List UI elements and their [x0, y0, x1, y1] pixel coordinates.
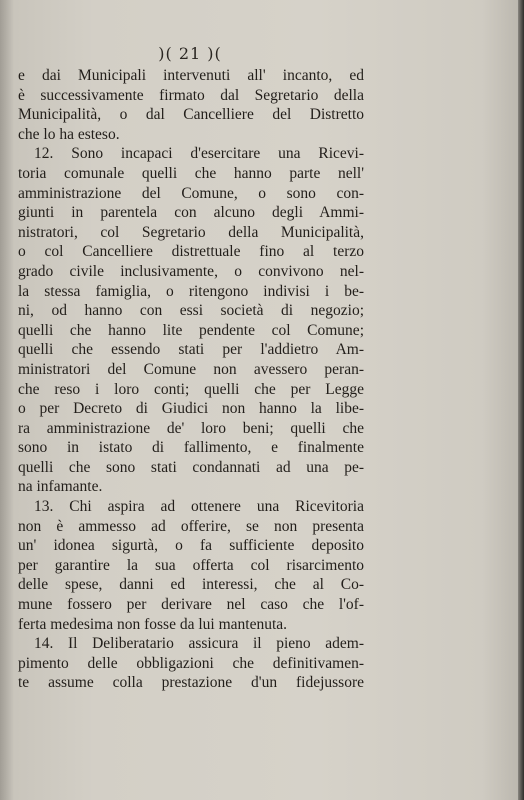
text-line: grado civile inclusivamente, o convivono nel- — [18, 262, 364, 280]
text-line: che reso i loro conti; quelli che per Legge — [18, 380, 364, 398]
text-line: mune fossero per derivare nel caso che l'of- — [18, 596, 364, 614]
page-edge-shadow — [518, 0, 524, 800]
paragraph-12-start: 12. Sono incapaci d'esercitare una Ricevi- — [34, 145, 364, 163]
text-line: toria comunale quelli che hanno parte nell' — [18, 164, 364, 182]
text-line: te assume colla prestazione d'un fidejussore — [18, 674, 364, 692]
body-text — [18, 66, 364, 693]
page-number: )( 21 )( — [158, 44, 222, 63]
text-line: è successivamente firmato dal Segretario della — [18, 86, 364, 104]
text-line: sono in istato di fallimento, e finalmente — [18, 439, 364, 457]
text-line: ni, od hanno con essi società di negozio; — [18, 302, 364, 320]
text-line: nistratori, col Segretario della Municipalità, — [18, 223, 364, 241]
text-line: per garantire la sua offerta col risarcimento — [18, 556, 364, 574]
text-line: quelli che essendo stati per l'addietro Am- — [18, 341, 364, 359]
text-line: ministratori del Comune non avessero peran- — [18, 360, 364, 378]
text-line: quelli che sono stati condannati ad una pe- — [18, 458, 364, 476]
text-line: ferta medesima non fosse da lui mantenuta. — [18, 615, 288, 633]
text-line: un' idonea sigurtà, o fa sufficiente deposito — [18, 537, 364, 555]
text-line: na infamante. — [18, 478, 103, 496]
text-line: amministrazione del Comune, o sono con- — [18, 184, 364, 202]
text-line: o col Cancelliere distrettuale fino al terzo — [18, 243, 364, 261]
text-line: o per Decreto di Giudici non hanno la libe- — [18, 400, 364, 418]
text-line: quelli che hanno lite pendente col Comune; — [18, 321, 364, 339]
text-line: non è ammesso ad offerire, se non presenta — [18, 517, 364, 535]
paragraph-14-start: 14. Il Deliberatario assicura il pieno adem- — [34, 635, 364, 653]
text-line: giunti in parentela con alcuno degli Ammi- — [18, 204, 364, 222]
text-line: pimento delle obbligazioni che definitivamen- — [18, 654, 364, 672]
text-line: delle spese, danni ed interessi, che al Co- — [18, 576, 364, 594]
text-line: e dai Municipali intervenuti all' incanto, ed — [18, 67, 364, 84]
page-fold-shadow — [0, 0, 14, 800]
text-line: Municipalità, o dal Cancelliere del Distretto — [18, 106, 364, 124]
text-line: ra amministrazione de' loro beni; quelli che — [18, 419, 364, 437]
text-line: la stessa famiglia, o ritengono indivisi i be- — [18, 282, 364, 300]
text-line: che lo ha esteso. — [18, 125, 120, 143]
paragraph-13-start: 13. Chi aspira ad ottenere una Ricevitoria — [34, 498, 364, 516]
